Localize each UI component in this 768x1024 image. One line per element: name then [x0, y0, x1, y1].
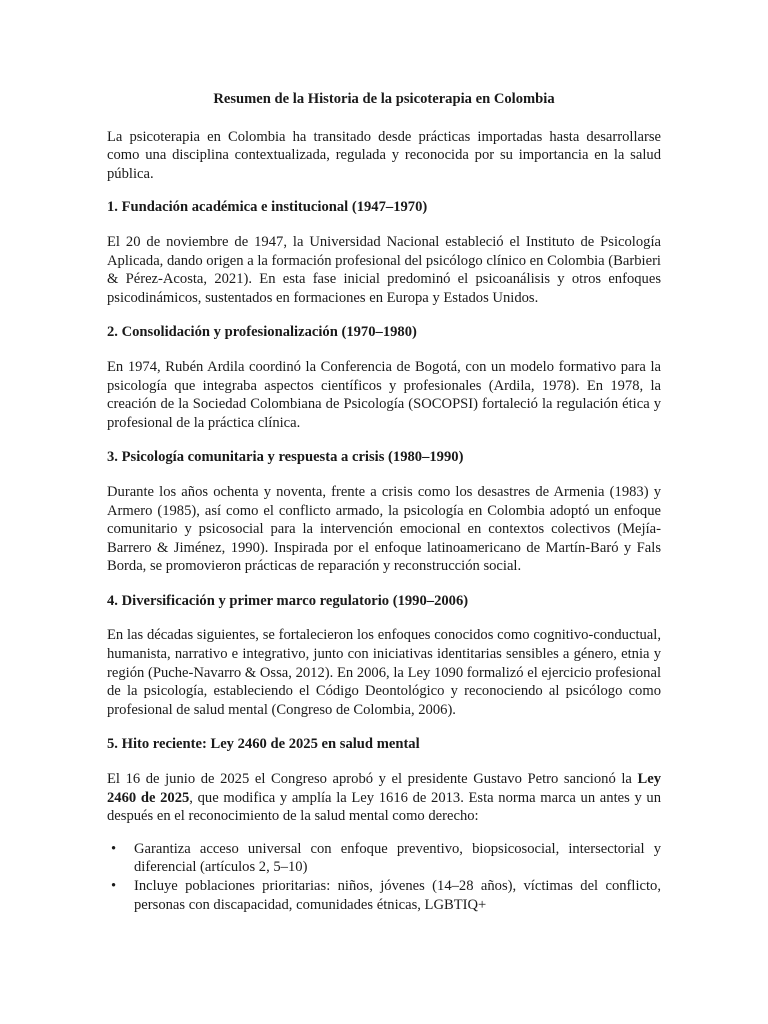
section-heading: 1. Fundación académica e institucional (1947–1970)	[107, 199, 428, 216]
section-body: El 20 de noviembre de 1947, la Universidad Nacional estableció el Instituto de Psicología Aplicada, dando origen a la formación profesional del psicólogo clínico en Colombia (Barbieri & Pérez-Acosta, 2021). En esta fase inicial predominó el psicoanálisis y otros enfoques psicodinámicos, sustentados en formaciones en Europa y Estados Unidos.	[107, 233, 661, 306]
section-4	[107, 592, 661, 720]
section-heading: 5. Hito reciente: Ley 2460 de 2025 en salud mental	[107, 736, 420, 753]
list-item-text: Incluye poblaciones prioritarias: niños, jóvenes (14–28 años), víctimas del conflicto, personas con discapacidad, comunidades étnicas, LGBTIQ+	[134, 878, 661, 913]
section-2	[107, 323, 661, 432]
body-text: , que modifica y amplía la Ley 1616 de 2013. Esta norma marca un antes y un después en el reconocimiento de la salud mental como derecho:	[107, 789, 662, 825]
section-5	[107, 735, 661, 914]
section-1	[107, 198, 661, 307]
intro-paragraph: La psicoterapia en Colombia ha transitado desde prácticas importadas hasta desarrollarse como una disciplina contextualizada, regulada y reconocida por su importancia en la salud pública.	[107, 128, 661, 182]
section-3	[107, 448, 661, 576]
list-item	[107, 877, 661, 914]
section-body: En 1974, Rubén Ardila coordinó la Conferencia de Bogotá, con un modelo formativo para la psicología que integraba aspectos científicos y profesionales (Ardila, 1978). En 1978, la creación de la Sociedad Colombiana de Psicología (SOCOPSI) fortaleció la regulación ética y profesional de la práctica clínica.	[107, 358, 661, 431]
bullet-icon: •	[111, 878, 117, 894]
section-body: Durante los años ochenta y noventa, frente a crisis como los desastres de Armenia (1983) y Armero (1985), así como el conflicto armado, la psicología en Colombia adoptó un enfoque comunitario y psicosocial para la intervención emocional en contextos colectivos (Mejía-Barrero & Jiménez, 1990). Inspirada por el enfoque latinoamericano de Martín-Baró y Fals Borda, se promovieron prácticas de reparación y reconstrucción social.	[107, 483, 661, 575]
document-page	[107, 90, 661, 914]
law-name: Ley 2460 de 2025	[107, 771, 661, 806]
list-item-text: Garantiza acceso universal con enfoque preventivo, biopsicosocial, intersectorial y diferencial (artículos 2, 5–10)	[134, 840, 661, 876]
list-item	[107, 840, 661, 877]
section-heading: 3. Psicología comunitaria y respuesta a crisis (1980–1990)	[107, 449, 464, 466]
bullet-list	[107, 840, 661, 914]
section-heading: 2. Consolidación y profesionalización (1970–1980)	[107, 324, 417, 341]
bullet-icon: •	[111, 840, 117, 857]
section-body: En las décadas siguientes, se fortalecieron los enfoques conocidos como cognitivo-conductual, humanista, narrativo e integrativo, junto con iniciativas identitarias sensibles a género, etnia y región (Puche-Navarro & Ossa, 2012). En 2006, la Ley 1090 formalizó el ejercicio profesional de la psicología, estableciendo el Código Deontológico y reconociendo al psicólogo como profesional de salud mental (Congreso de Colombia, 2006).	[107, 627, 661, 718]
body-text: El 16 de junio de 2025 el Congreso aprobó y el presidente Gustavo Petro sancionó la	[107, 771, 638, 788]
section-body	[107, 770, 661, 826]
document-title: Resumen de la Historia de la psicoterapia en Colombia	[213, 91, 555, 107]
section-heading: 4. Diversificación y primer marco regulatorio (1990–2006)	[107, 592, 469, 609]
